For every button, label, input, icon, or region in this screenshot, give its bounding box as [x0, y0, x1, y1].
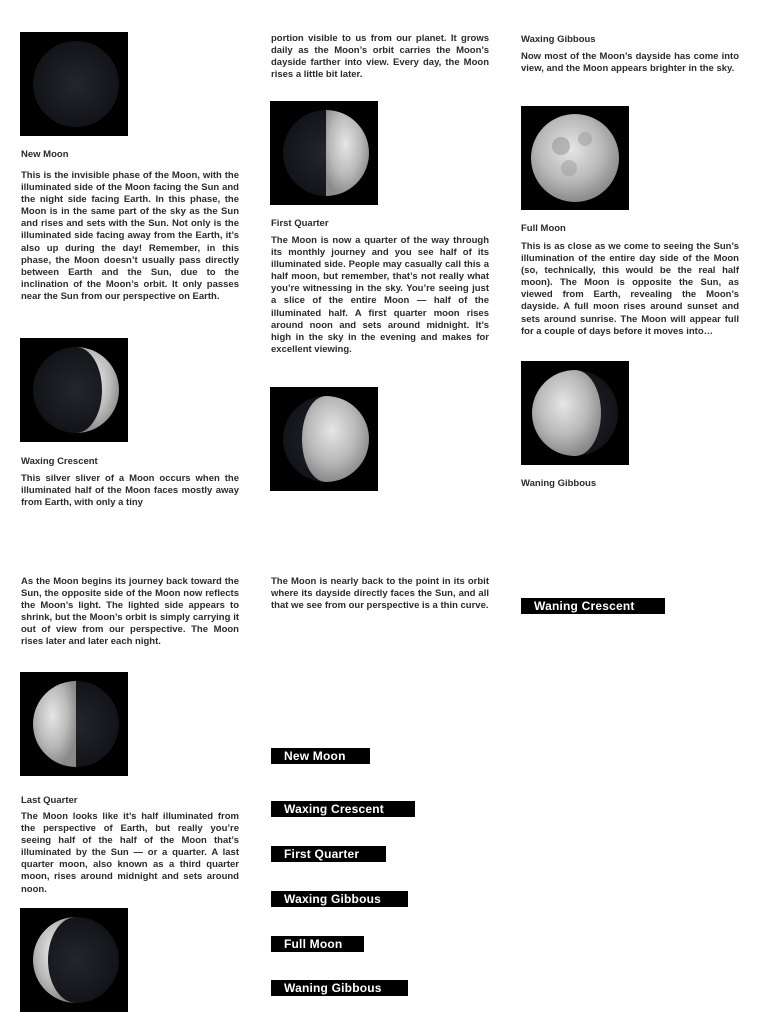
waning-crescent-image — [20, 908, 128, 1012]
full-moon-text: This is as close as we come to seeing the Sun’s illumination of the entire day side of the Moon (so, technically, this would be the real half moon). The Moon is opposite the Sun, as viewed from Earth, revealing the Moon’s dayside. A full moon rises around sunset and sets around sunrise. The Moon will appear full for a couple of days before it moves into… — [521, 241, 739, 337]
waxing-crescent-continued-text: portion visible to us from our planet. It grows daily as the Moon’s orbit carries the Moon’s dayside farther into view. Every day, the Moon rises a little bit later. — [271, 33, 489, 81]
waxing-gibbous-image — [270, 387, 378, 491]
waxing-gibbous-heading: Waxing Gibbous — [521, 34, 596, 45]
waning-description-text: As the Moon begins its journey back toward the Sun, the opposite side of the Moon now reflects the Moon’s light. The lighted side appears to shrink, but the Moon’s orbit is simply carrying it out of view from our perspective. The Moon rises later and later each night. — [21, 576, 239, 648]
waxing-crescent-heading: Waxing Crescent — [21, 456, 98, 467]
waxing-crescent-text: This silver sliver of a Moon occurs when the illuminated half of the Moon faces mostly away from Earth, with only a tiny — [21, 473, 239, 509]
label-new-moon: New Moon — [271, 748, 370, 764]
label-waxing-gibbous: Waxing Gibbous — [271, 891, 408, 907]
waning-gibbous-heading: Waning Gibbous — [521, 478, 597, 489]
new-moon-heading: New Moon — [21, 149, 69, 160]
first-quarter-heading: First Quarter — [271, 218, 329, 229]
full-moon-image — [521, 106, 629, 210]
label-first-quarter: First Quarter — [271, 846, 386, 862]
last-quarter-text: The Moon looks like it’s half illuminated from the perspective of Earth, but really you’re seeing half of the half of the Moon that’s illuminated by the Sun — or a quarter. A last quarter moon, also known as a third quarter moon, rises around midnight and sets around noon. — [21, 811, 239, 895]
label-waning-crescent: Waning Crescent — [521, 598, 665, 614]
new-moon-image — [20, 32, 128, 136]
waxing-crescent-image — [20, 338, 128, 442]
label-waxing-crescent: Waxing Crescent — [271, 801, 415, 817]
new-moon-text: This is the invisible phase of the Moon, with the illuminated side of the Moon facing the Sun and the night side facing Earth. In this phase, the Moon is in the same part of the sky as the Sun and rises and sets with the Sun. Not only is the illuminated side facing away from the Earth, it’s also up during the day! Remember, in this phase, the Moon doesn’t usually pass directly between Earth and the Sun, due to the inclination of the Moon’s orbit. It only passes near the Sun from our perspective on Earth. — [21, 170, 239, 302]
label-full-moon: Full Moon — [271, 936, 364, 952]
last-quarter-image — [20, 672, 128, 776]
first-quarter-image — [270, 101, 378, 205]
full-moon-heading: Full Moon — [521, 223, 566, 234]
waxing-gibbous-text: Now most of the Moon’s dayside has come into view, and the Moon appears brighter in the sky. — [521, 51, 739, 75]
crescent-end-text: The Moon is nearly back to the point in its orbit where its dayside directly faces the Sun, and all that we see from our perspective is a thin curve. — [271, 576, 489, 612]
label-waning-gibbous: Waning Gibbous — [271, 980, 408, 996]
last-quarter-heading: Last Quarter — [21, 795, 78, 806]
first-quarter-text: The Moon is now a quarter of the way through its monthly journey and you see half of its illuminated side. People may casually call this a half moon, but remember, that’s not really what you’re witnessing in the sky. You’re seeing just a slice of the entire Moon — half of the illuminated half. A first quarter moon rises around noon and sets around midnight. It’s high in the sky in the evening and makes for excellent viewing. — [271, 235, 489, 355]
waning-gibbous-image — [521, 361, 629, 465]
